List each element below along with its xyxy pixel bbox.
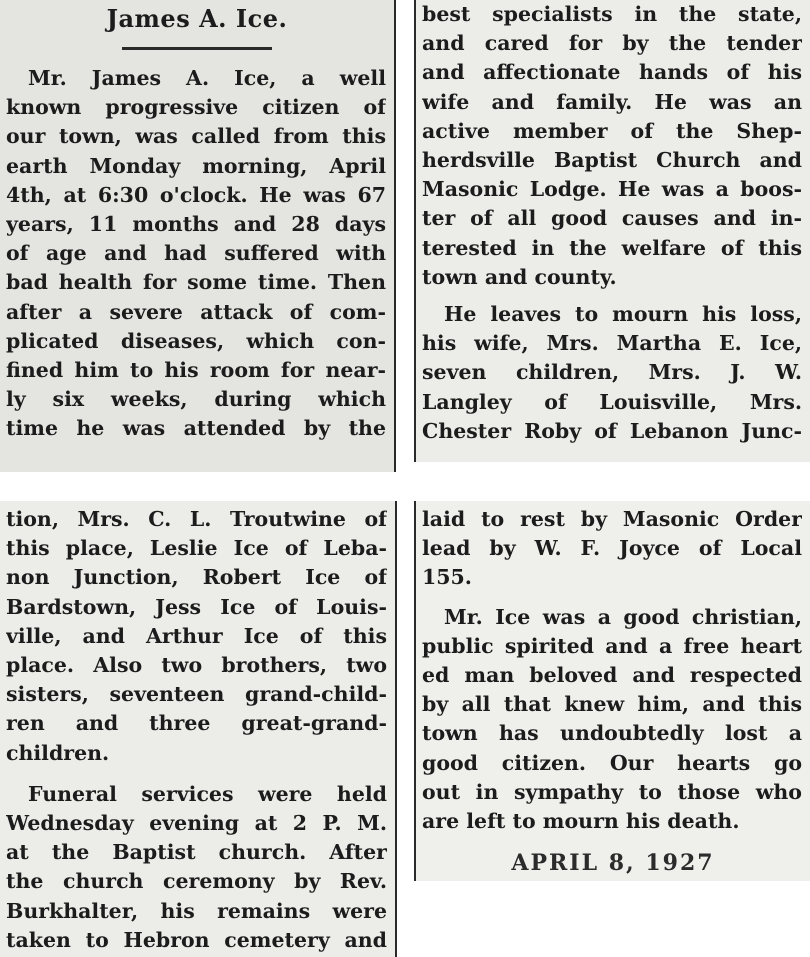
text-line: and affectionate hands of his bbox=[422, 60, 802, 85]
text-line: out in sympathy to those who bbox=[422, 779, 802, 804]
text-line: tion, Mrs. C. L. Troutwine of bbox=[6, 507, 387, 531]
column-3-paragraph-2 bbox=[0, 780, 395, 955]
text-line: after a severe attack of com- bbox=[6, 299, 386, 324]
text-line: ren and three great-grand- bbox=[6, 711, 387, 736]
text-line: He leaves to mourn his loss, bbox=[444, 302, 802, 327]
text-line: Masonic Lodge. He was a boos- bbox=[422, 177, 802, 202]
text-line: Burkhalter, his remains were bbox=[6, 898, 387, 923]
clipping-2 bbox=[414, 0, 810, 462]
text-line: this place, Leslie Ice of Leba- bbox=[6, 536, 387, 561]
text-line: Wednesday evening at 2 P. M. bbox=[6, 811, 387, 836]
text-line: are left to mourn his death. bbox=[422, 809, 740, 834]
text-line: Bardstown, Jess Ice of Louis- bbox=[6, 594, 387, 619]
text-line: earth Monday morning, April bbox=[6, 153, 386, 178]
headline-rule bbox=[122, 47, 272, 50]
text-line: best specialists in the state, bbox=[422, 2, 802, 26]
text-line: his wife, Mrs. Martha E. Ice, bbox=[422, 331, 802, 356]
text-line: good citizen. Our hearts go bbox=[422, 750, 802, 775]
column-4-paragraph-2 bbox=[416, 603, 810, 837]
text-line: the church ceremony by Rev. bbox=[6, 869, 387, 894]
column-2-text bbox=[416, 0, 810, 292]
text-line: wife and family. He was an bbox=[422, 89, 802, 114]
text-line: herdsville Baptist Church and bbox=[422, 148, 802, 173]
clipping-4 bbox=[414, 501, 810, 881]
text-line: active member of the Shep- bbox=[422, 118, 802, 143]
clipping-1 bbox=[0, 0, 396, 472]
text-line: place. Also two brothers, two bbox=[6, 653, 387, 678]
text-line: at the Baptist church. After bbox=[6, 840, 387, 865]
text-line: years, 11 months and 28 days bbox=[6, 212, 386, 237]
text-line: time he was attended by the bbox=[6, 416, 386, 441]
text-line: laid to rest by Masonic Order bbox=[422, 507, 802, 531]
text-line: ed man beloved and respected bbox=[422, 663, 802, 688]
headline: James A. Ice. bbox=[106, 4, 288, 33]
text-line: plicated diseases, which con- bbox=[6, 328, 386, 353]
text-line: town has undoubtedly lost a bbox=[422, 721, 802, 746]
text-line: town and county. bbox=[422, 264, 617, 289]
text-line: Funeral services were held bbox=[28, 781, 387, 806]
text-line: by all that knew him, and this bbox=[422, 692, 802, 717]
text-line: 155. bbox=[422, 565, 472, 590]
text-line: ter of all good causes and in- bbox=[422, 206, 802, 231]
text-line: children. bbox=[6, 740, 110, 765]
text-line: non Junction, Robert Ice of bbox=[6, 565, 387, 590]
text-line: Chester Roby of Lebanon Junc- bbox=[422, 418, 802, 443]
column-4-text bbox=[416, 501, 810, 593]
text-line: public spirited and a free heart bbox=[422, 633, 802, 658]
text-line: taken to Hebron cemetery and bbox=[6, 927, 387, 952]
text-line: fined him to his room for near- bbox=[6, 358, 386, 383]
text-line: Mr. Ice was a good christian, bbox=[444, 604, 802, 629]
dateline: APRIL 8, 1927 bbox=[511, 850, 715, 877]
text-line: ly six weeks, during which bbox=[6, 387, 386, 412]
text-line: known progressive citizen of bbox=[6, 95, 386, 120]
text-line: our town, was called from this bbox=[6, 124, 386, 149]
text-line: bad health for some time. Then bbox=[6, 270, 386, 295]
text-line: and cared for by the tender bbox=[422, 31, 802, 56]
text-line: terested in the welfare of this bbox=[422, 235, 802, 260]
text-line: 4th, at 6:30 o'clock. He was 67 bbox=[6, 182, 386, 207]
text-line: Langley of Louisville, Mrs. bbox=[422, 389, 802, 414]
text-line: ville, and Arthur Ice of this bbox=[6, 623, 387, 648]
column-3-text bbox=[0, 501, 395, 768]
text-line: Mr. James A. Ice, a well bbox=[28, 66, 386, 90]
column-1-text bbox=[0, 64, 394, 444]
clipping-3 bbox=[0, 501, 397, 957]
text-line: lead by W. F. Joyce of Local bbox=[422, 536, 802, 561]
text-line: of age and had suffered with bbox=[6, 241, 386, 266]
text-line: sisters, seventeen grand-child- bbox=[6, 682, 387, 707]
column-2-paragraph-2 bbox=[416, 300, 810, 446]
text-line: seven children, Mrs. J. W. bbox=[422, 360, 802, 385]
